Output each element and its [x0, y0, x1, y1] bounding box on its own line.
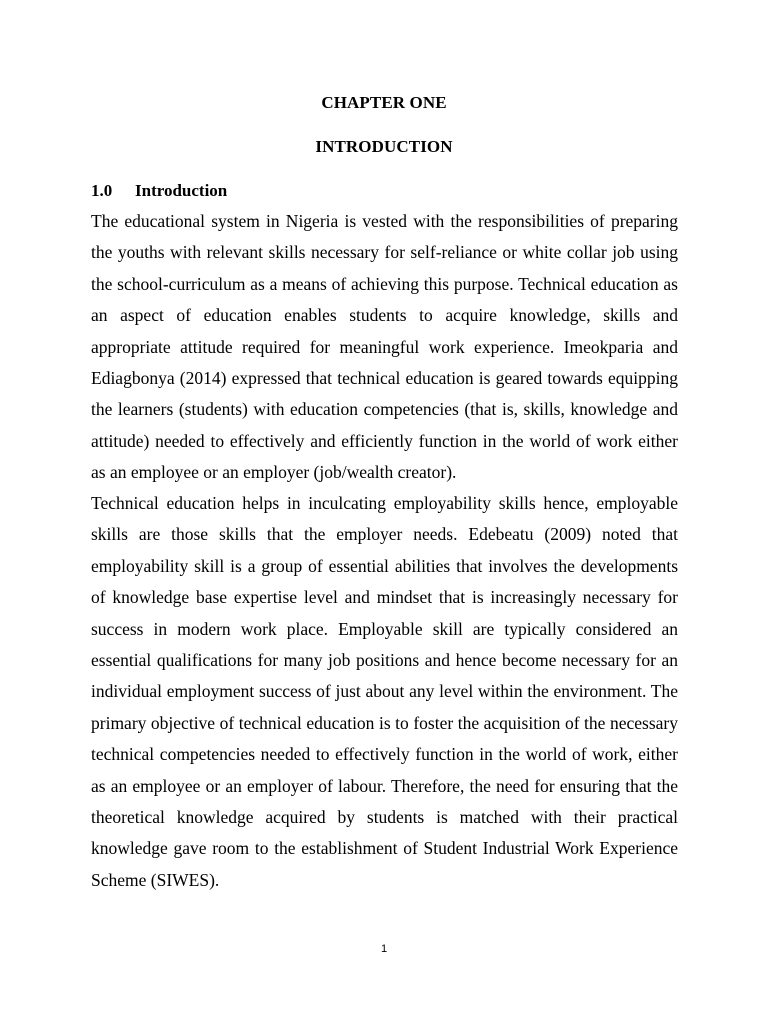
page-number: 1 [380, 943, 388, 955]
paragraph: The educational system in Nigeria is vested with the responsibilities of preparing the youths with relevant skills necessary for self-reliance or white collar job using the school-curriculum as a means of achieving this purpose. Technical education as an aspect of education enables students to acquire knowledge, skills and appropriate attitude required for meaningful work experience. Imeokparia and Ediagbonya (2014) expressed that technical education is geared towards equipping the learners (students) with education competencies (that is, skills, knowledge and attitude) needed to effectively and efficiently function in the world of work either as an employee or an employer (job/wealth creator). [91, 211, 678, 483]
paragraph: Technical education helps in inculcating employability skills hence, employable skills are those skills that the employer needs. Edebeatu (2009) noted that employability skill is a group of essential abilities that involves the developments of knowledge base expertise level and mindset that is increasingly necessary for success in modern work place. Employable skill are typically considered an essential qualifications for many job positions and hence become necessary for an individual employment success of just about any level within the environment. The primary objective of technical education is to foster the acquisition of the necessary technical competencies needed to effectively function in the world of work, either as an employee or an employer of labour. Therefore, the need for ensuring that the theoretical knowledge acquired by students is matched with their practical knowledge gave room to the establishment of Student Industrial Work Experience Scheme (SIWES). [91, 493, 678, 890]
chapter-title: CHAPTER ONE [321, 93, 447, 112]
section-number: 1.0 [91, 181, 113, 200]
introduction-title: INTRODUCTION [315, 137, 453, 156]
section-heading [91, 181, 227, 201]
section-title: Introduction [135, 181, 228, 200]
